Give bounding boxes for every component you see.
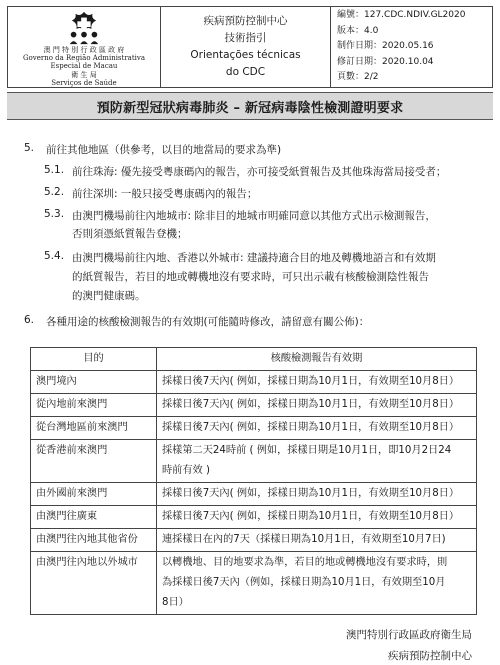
purpose-cell: 從香港前來澳門 xyxy=(31,440,157,483)
purpose-cell: 由澳門往內地其他省份 xyxy=(31,529,157,552)
validity-table xyxy=(30,347,477,615)
document-title: 預防新型冠狀病毒肺炎 – 新冠病毒陰性檢測證明要求 xyxy=(96,100,404,116)
validity-line: 採樣日後7天內( 例如，採樣日期為10月1日，有效期至10月8日） xyxy=(162,422,460,433)
table-row xyxy=(31,394,477,417)
org-name-pt-1: Governo da Região Administrativa xyxy=(22,54,146,63)
table-row xyxy=(31,417,477,440)
document-title-banner xyxy=(7,92,493,120)
cdc-dept: 疾病預防控制中心 xyxy=(203,15,288,27)
org-name-zh: 澳 門 特 別 行 政 區 政 府 xyxy=(43,45,125,54)
item-5-3-text-line-1: 由澳門機場前往內地城市: 除非目的地城市明確同意以其他方式出示檢測報告， xyxy=(72,210,436,222)
validity-cell xyxy=(157,417,477,440)
section-6-heading: 各種用途的核酸檢測報告的有效期(可能隨時修改，請留意有關公佈)： xyxy=(46,316,370,328)
item-5-4-text-line-1: 由澳門機場前往內地、香港以外城市: 建議持適合目的地及轉機地語言和有效期 xyxy=(72,252,436,264)
guide-zh: 技術指引 xyxy=(224,32,267,44)
table-row xyxy=(31,440,477,483)
purpose-cell: 由澳門往廣東 xyxy=(31,506,157,529)
footer-issuer: 澳門特別行政區政府衛生局 xyxy=(346,629,472,641)
validity-line: 連採樣日在內的7天（採樣日期為10月1日，有效期至10月7日) xyxy=(162,534,446,545)
purpose-cell: 澳門境內 xyxy=(31,371,157,394)
table-header-validity: 核酸檢測報告有效期 xyxy=(157,348,477,371)
validity-line: 採樣日後7天內( 例如，採樣日期為10月1日，有效期至10月8日） xyxy=(162,376,460,387)
section-6-number: 6. xyxy=(24,314,35,326)
table-row xyxy=(31,529,477,552)
table-header-row xyxy=(31,348,477,371)
org-name-pt-2: Especial de Macau xyxy=(50,62,118,71)
footer-dept: 疾病預防控制中心 xyxy=(388,650,472,662)
guide-pt: Orientações técnicas xyxy=(190,49,301,61)
doc-type-block xyxy=(161,7,331,87)
section-5-number: 5. xyxy=(24,142,35,154)
validity-line: 採樣第二天24時前 ( 例如，採樣日期是10月1日，即10月2日24 xyxy=(162,445,452,456)
document-header xyxy=(7,6,493,88)
doc-version: 版本：4.0 xyxy=(337,25,379,36)
validity-line: 8日） xyxy=(162,597,189,608)
doc-code: 編號：127.CDC.NDIV.GL2020 xyxy=(337,10,466,21)
validity-cell xyxy=(157,394,477,417)
org-block xyxy=(8,7,161,87)
guide-cdc: do CDC xyxy=(225,66,266,78)
purpose-cell: 從內地前來澳門 xyxy=(31,394,157,417)
validity-line: 採樣日後7天內( 例如，採樣日期為10月1日，有效期至10月8日） xyxy=(162,488,460,499)
validity-line: 採樣日後7天內( 例如，採樣日期為10月1日，有效期至10月8日） xyxy=(162,399,460,410)
validity-line: 以轉機地、目的地要求為準，若目的地或轉機地沒有要求時，則 xyxy=(162,557,448,568)
validity-cell xyxy=(157,440,477,483)
purpose-cell: 由澳門往內地以外城市 xyxy=(31,552,157,615)
validity-cell xyxy=(157,371,477,394)
table-row xyxy=(31,371,477,394)
macau-health-bureau-logo-icon xyxy=(61,10,107,46)
item-5-4-text-line-3: 的澳門健康碼。 xyxy=(72,290,146,302)
validity-cell xyxy=(157,506,477,529)
item-5-1-text: 前往珠海: 優先接受粵康碼內的報告，亦可接受紙質報告及其他珠海當局接受者； xyxy=(72,166,447,178)
purpose-cell: 從台灣地區前來澳門 xyxy=(31,417,157,440)
item-5-4-text-line-2: 的紙質報告，若目的地或轉機地沒有要求時，可只出示載有核酸檢測陰性報告 xyxy=(72,271,429,283)
validity-line: 採樣日後7天內( 例如，採樣日期為10月1日，有效期至10月8日） xyxy=(162,511,460,522)
doc-meta-block xyxy=(331,7,492,87)
doc-revised: 修訂日期：2020.10.04 xyxy=(337,56,434,67)
table-row xyxy=(31,483,477,506)
validity-line: 為採樣日後7天內（例如，採樣日期為10月1日，有效期至10月 xyxy=(162,577,446,588)
doc-pages: 頁數：2/2 xyxy=(337,72,379,83)
item-5-4-number: 5.4. xyxy=(44,250,65,262)
item-5-2-number: 5.2. xyxy=(44,186,65,198)
item-5-3-text-line-2: 否則須憑紙質報告登機； xyxy=(72,228,188,240)
item-5-1-number: 5.1. xyxy=(44,164,65,176)
table-row xyxy=(31,506,477,529)
doc-created: 制作日期：2020.05.16 xyxy=(337,41,434,52)
dept-name-zh: 衛 生 局 xyxy=(71,70,97,79)
validity-cell xyxy=(157,483,477,506)
table-header-purpose: 目的 xyxy=(31,348,157,371)
validity-cell xyxy=(157,529,477,552)
table-row xyxy=(31,552,477,615)
dept-name-pt: Serviços de Saúde xyxy=(51,78,117,87)
item-5-2-text: 前往深圳: 一般只接受粵康碼內的報告； xyxy=(72,188,258,200)
item-5-3-number: 5.3. xyxy=(44,208,65,220)
section-5-heading: 前往其他地區（供參考，以目的地當局的要求為準) xyxy=(46,144,282,156)
validity-line: 時前有效 ) xyxy=(162,465,210,476)
purpose-cell: 由外國前來澳門 xyxy=(31,483,157,506)
validity-cell xyxy=(157,552,477,615)
